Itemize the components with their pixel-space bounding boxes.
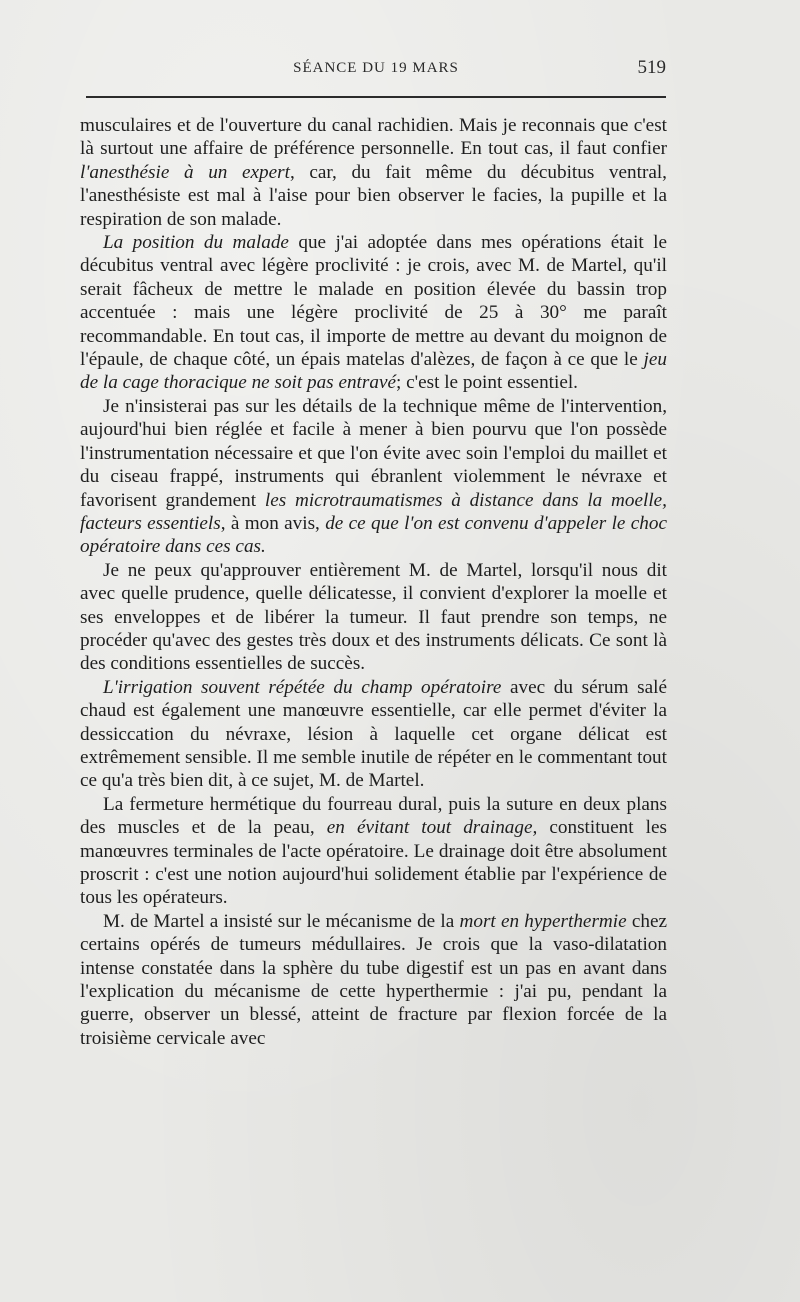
italic-text: mort en hyperthermie [459, 910, 627, 932]
text-run: Je ne peux qu'approuver entièrement M. de Martel, lorsqu'il nous dit avec quelle prudence, quelle délicatesse, il convient d'explorer la moelle et ses enveloppes et de libérer la tumeur. Il faut prendre son temps, ne procéder qu'avec des gestes très doux et des instruments délicats. Ce sont là des conditions essentielles de succès. [80, 559, 667, 675]
italic-text: de ce que l'on est convenu d'appeler le choc opératoire dans ces cas. [80, 512, 667, 558]
text-run: Je n'insisterai pas sur les détails de la technique même de l'intervention, aujourd'hui bien réglée et facile à mener à bien pourvu que l'on possède l'instrumentation nécessaire et que l'on évite avec soin l'emploi du maillet et du ciseau frappé, instruments qui ébranlent violemment le névraxe et favorisent grandement [80, 395, 667, 511]
text-run: , à mon avis, [220, 512, 326, 534]
paragraph [80, 114, 667, 231]
text-run: ; c'est le point essentiel. [396, 372, 578, 394]
text-run: constituent les manœuvres terminales de l'acte opératoire. Le drainage doit être absolument proscrit : c'est une notion aujourd'hui solidement établie par l'expérience de tous les opérateurs. [80, 817, 667, 909]
italic-text: jeu de la cage thoracique ne soit pas entravé [80, 349, 667, 394]
paragraph [80, 559, 667, 676]
text-run: M. de Martel a insisté sur le mécanisme de la [103, 910, 460, 932]
italic-text: l'anesthésie à un expert [80, 161, 290, 183]
body-text [80, 114, 667, 1050]
paragraph [80, 910, 667, 1050]
running-title: SÉANCE DU 19 MARS [293, 60, 459, 76]
paragraph [80, 793, 667, 910]
text-run: que j'ai adoptée dans mes opérations était le décubitus ventral avec légère proclivité : je crois, avec M. de Martel, qu'il serait fâcheux de mettre le malade en position élevée du bassin trop accentuée : mais une légère proclivité de 25 à 30° me paraît recommandable. En tout cas, il importe de mettre au devant du moignon de l'épaule, de chaque côté, un épais matelas d'alèzes, de façon à ce que le [80, 232, 667, 371]
paragraph [80, 676, 667, 793]
text-run: La fermeture hermétique du fourreau dural, puis la suture en deux plans des muscles et de la peau, [80, 793, 667, 839]
text-run: musculaires et de l'ouverture du canal rachidien. Mais je reconnais que c'est là surtout une affaire de préférence personnelle. En tout cas, il faut confier [80, 115, 667, 160]
paragraph [80, 231, 667, 395]
italic-text: L'irrigation souvent répétée du champ opératoire [103, 676, 502, 698]
italic-text: La position du malade [103, 232, 289, 254]
text-run: chez certains opérés de tumeurs médullaires. Je crois que la vaso-dilatation intense constatée dans la sphère du tube digestif est un pas en avant dans l'explication du mécanisme de cette hyperthermie : j'ai pu, pendant la guerre, observer un blessé, atteint de fracture par flexion forcée de la troisième cervicale avec [80, 910, 667, 1049]
page-number: 519 [637, 57, 666, 78]
header-rule [86, 96, 666, 98]
text-run: , car, du fait même du décubitus ventral, l'anesthésiste est mal à l'aise pour bien observer le facies, la pupille et la respiration de son malade. [80, 161, 667, 230]
paragraph [80, 395, 667, 559]
italic-text: les microtraumatismes à distance dans la moelle, facteurs essentiels [80, 489, 667, 534]
running-head [86, 57, 666, 84]
italic-text: en évitant tout drainage, [326, 817, 538, 839]
text-run: avec du sérum salé chaud est également une manœuvre essentielle, car elle permet d'éviter la dessiccation du névraxe, lésion à laquelle cet organe délicat est extrêmement sensible. Il me semble inutile de répéter en le commentant tout ce qu'a très bien dit, à ce sujet, M. de Martel. [80, 676, 668, 792]
